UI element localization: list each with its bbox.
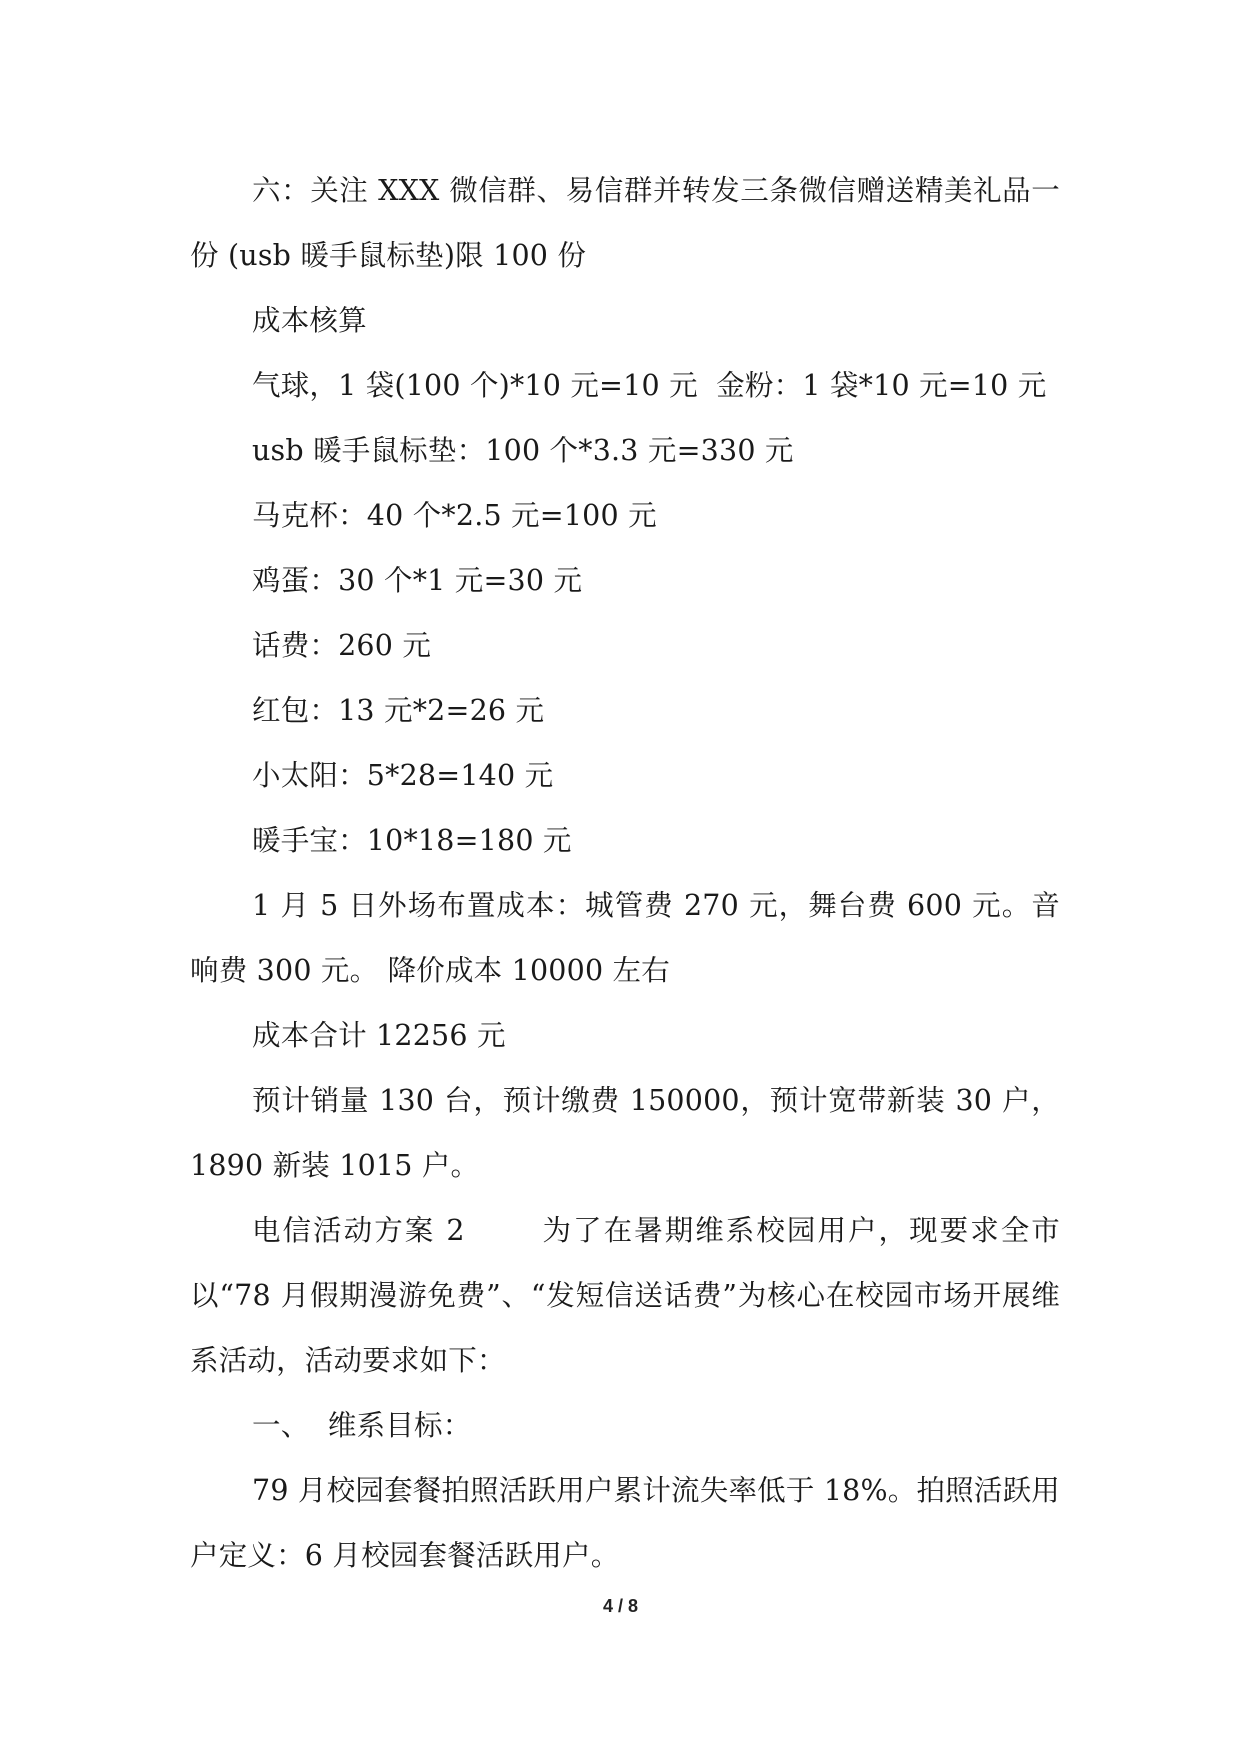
paragraph-plan-2-intro: 电信活动方案 2 为了在暑期维系校园用户，现要求全市以“78 月假期漫游免费”、“发短信送话费”为核心在校园市场开展维系活动，活动要求如下： xyxy=(190,1214,1060,1377)
paragraph-cost-phone-credit: 话费：260 元 xyxy=(252,629,432,662)
paragraph-cost-mousepad: usb 暖手鼠标垫：100 个*3.3 元=330 元 xyxy=(252,434,794,467)
paragraph-cost-heading: 成本核算 xyxy=(252,304,367,337)
paragraph-section-goal: 一、 维系目标： xyxy=(252,1409,472,1442)
paragraph-cost-eggs: 鸡蛋：30 个*1 元=30 元 xyxy=(252,564,583,597)
paragraph-cost-mugs: 马克杯：40 个*2.5 元=100 元 xyxy=(252,499,657,532)
paragraph-forecast: 预计销量 130 台，预计缴费 150000，预计宽带新装 30 户，1890 新装 1015 户。 xyxy=(190,1084,1060,1182)
paragraph-cost-red-envelope: 红包：13 元*2=26 元 xyxy=(252,694,545,727)
paragraph-cost-hand-warmer: 暖手宝：10*18=180 元 xyxy=(252,824,572,857)
paragraph-goal-detail: 79 月校园套餐拍照活跃用户累计流失率低于 18%。拍照活跃用户定义：6 月校园套餐活跃用户。 xyxy=(190,1474,1060,1572)
paragraph-cost-balloons: 气球，1 袋(100 个)*10 元=10 元 金粉：1 袋*10 元=10 元 xyxy=(252,369,1047,402)
page-number: 4 / 8 xyxy=(602,1596,639,1616)
paragraph-cost-total: 成本合计 12256 元 xyxy=(252,1019,506,1052)
paragraph-cost-heater: 小太阳：5*28=140 元 xyxy=(252,759,554,792)
document-body xyxy=(190,158,1060,1588)
paragraph-gift-offer: 六：关注 XXX 微信群、易信群并转发三条微信赠送精美礼品一份 (usb 暖手鼠标垫)限 100 份 xyxy=(190,174,1060,272)
paragraph-venue-cost: 1 月 5 日外场布置成本：城管费 270 元，舞台费 600 元。音响费 300 元。 降价成本 10000 左右 xyxy=(190,889,1060,987)
